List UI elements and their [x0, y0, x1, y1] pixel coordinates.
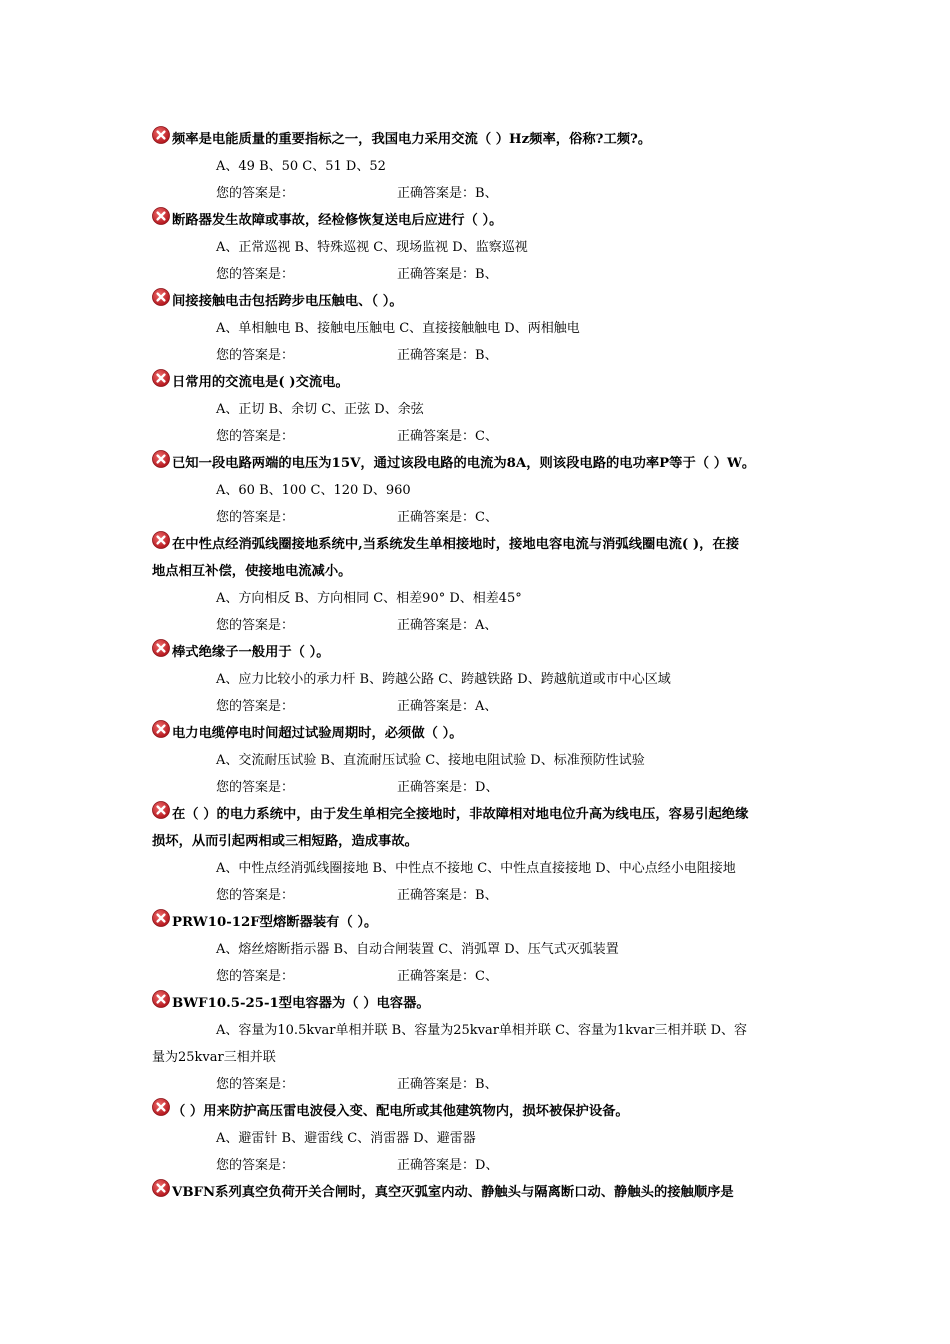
question-text: 已知一段电路两端的电压为15V，通过该段电路的电流为8A，则该段电路的电功率P等于（ ）W。	[172, 456, 756, 471]
question-text: 在中性点经消弧线圈接地系统中,当系统发生单相接地时，接地电容电流与消弧线圈电流( )，在接	[172, 537, 740, 552]
question-options: A、容量为10.5kvar单相并联 B、容量为25kvar单相并联 C、容量为1kvar三相并联 D、容	[216, 1023, 748, 1038]
question-item	[152, 126, 812, 153]
error-x-icon	[152, 288, 170, 306]
correct-answer-label: 正确答案是：	[397, 1158, 476, 1173]
your-answer-label: 您的答案是：	[216, 1158, 295, 1173]
your-answer-label: 您的答案是：	[216, 618, 295, 633]
correct-answer	[397, 180, 498, 207]
question-text: （ ）用来防护高压雷电波侵入变、配电所或其他建筑物内，损坏被保护设备。	[172, 1104, 629, 1119]
correct-answer-label: 正确答案是：	[397, 429, 476, 444]
answer-row	[152, 774, 812, 801]
question-item	[152, 1179, 812, 1206]
correct-answer-label: 正确答案是：	[397, 186, 476, 201]
correct-answer-value: B、	[475, 888, 498, 903]
answer-row	[152, 342, 812, 369]
answer-row	[152, 963, 812, 990]
correct-answer-value: B、	[475, 348, 498, 363]
correct-answer-label: 正确答案是：	[397, 699, 476, 714]
answer-row	[152, 612, 812, 639]
correct-answer-label: 正确答案是：	[397, 267, 476, 282]
question-options: A、交流耐压试验 B、直流耐压试验 C、接地电阻试验 D、标准预防性试验	[216, 753, 645, 768]
your-answer-label: 您的答案是：	[216, 186, 295, 201]
question-text: 棒式绝缘子一般用于（ ）。	[172, 645, 330, 660]
correct-answer	[397, 1152, 498, 1179]
question-text: BWF10.5-25-1型电容器为（ ）电容器。	[172, 996, 430, 1011]
your-answer-label: 您的答案是：	[216, 267, 295, 282]
error-x-icon	[152, 801, 170, 819]
question-options: A、熔丝熔断指示器 B、自动合闸装置 C、消弧罩 D、压气式灭弧装置	[216, 942, 619, 957]
question-options: A、正常巡视 B、特殊巡视 C、现场监视 D、监察巡视	[216, 240, 528, 255]
question-options: A、应力比较小的承力杆 B、跨越公路 C、跨越铁路 D、跨越航道或市中心区域	[216, 672, 671, 687]
question-options: A、单相触电 B、接触电压触电 C、直接接触触电 D、两相触电	[216, 321, 580, 336]
question-text: 电力电缆停电时间超过试验周期时，必须做（ ）。	[172, 726, 463, 741]
correct-answer-value: C、	[475, 969, 498, 984]
error-x-icon	[152, 639, 170, 657]
question-text-continued: 损坏，从而引起两相或三相短路，造成事故。	[152, 834, 418, 849]
correct-answer	[397, 774, 498, 801]
correct-answer-value: B、	[475, 267, 498, 282]
answer-row	[152, 693, 812, 720]
error-x-icon	[152, 1179, 170, 1197]
error-x-icon	[152, 720, 170, 738]
correct-answer	[397, 693, 497, 720]
correct-answer-label: 正确答案是：	[397, 969, 476, 984]
question-text: 日常用的交流电是( )交流电。	[172, 375, 349, 390]
answer-row	[152, 1152, 812, 1179]
error-x-icon	[152, 990, 170, 1008]
correct-answer-label: 正确答案是：	[397, 618, 476, 633]
question-options: A、方向相反 B、方向相同 C、相差90° D、相差45°	[216, 591, 522, 606]
question-options: A、中性点经消弧线圈接地 B、中性点不接地 C、中性点直接接地 D、中心点经小电阻接地	[216, 861, 736, 876]
question-text: VBFN系列真空负荷开关合闸时，真空灭弧室内动、静触头与隔离断口动、静触头的接触顺序是	[172, 1185, 734, 1200]
question-text: 间接接触电击包括跨步电压触电、（ ）。	[172, 294, 403, 309]
correct-answer-value: C、	[475, 429, 498, 444]
correct-answer	[397, 612, 497, 639]
correct-answer	[397, 882, 498, 909]
correct-answer-label: 正确答案是：	[397, 510, 476, 525]
answer-row	[152, 504, 812, 531]
correct-answer-value: B、	[475, 1077, 498, 1092]
error-x-icon	[152, 207, 170, 225]
question-item	[152, 207, 812, 234]
your-answer-label: 您的答案是：	[216, 888, 295, 903]
correct-answer	[397, 261, 498, 288]
correct-answer-value: D、	[475, 1158, 499, 1173]
error-x-icon	[152, 1098, 170, 1116]
answer-row	[152, 180, 812, 207]
correct-answer	[397, 963, 498, 990]
your-answer-label: 您的答案是：	[216, 510, 295, 525]
error-x-icon	[152, 126, 170, 144]
question-options-continued: 量为25kvar三相并联	[152, 1050, 276, 1065]
answer-row	[152, 882, 812, 909]
your-answer-label: 您的答案是：	[216, 429, 295, 444]
correct-answer-value: D、	[475, 780, 499, 795]
question-options: A、49 B、50 C、51 D、52	[216, 159, 386, 174]
correct-answer-value: A、	[475, 699, 498, 714]
question-item	[152, 1098, 812, 1125]
answer-row	[152, 261, 812, 288]
question-text: 断路器发生故障或事故，经检修恢复送电后应进行（ ）。	[172, 213, 503, 228]
your-answer-label: 您的答案是：	[216, 348, 295, 363]
question-item	[152, 801, 812, 855]
correct-answer-label: 正确答案是：	[397, 888, 476, 903]
correct-answer	[397, 1071, 498, 1098]
your-answer-label: 您的答案是：	[216, 969, 295, 984]
correct-answer-value: C、	[475, 510, 498, 525]
correct-answer	[397, 504, 498, 531]
question-item	[152, 720, 812, 747]
question-options: A、60 B、100 C、120 D、960	[216, 483, 411, 498]
question-options: A、避雷针 B、避雷线 C、消雷器 D、避雷器	[216, 1131, 476, 1146]
error-x-icon	[152, 450, 170, 468]
correct-answer-label: 正确答案是：	[397, 780, 476, 795]
question-text: 频率是电能质量的重要指标之一，我国电力采用交流（ ）Hz频率，俗称?工频?。	[172, 132, 652, 147]
question-item	[152, 531, 812, 585]
question-item	[152, 990, 812, 1017]
error-x-icon	[152, 909, 170, 927]
your-answer-label: 您的答案是：	[216, 699, 295, 714]
question-text: PRW10-12F型熔断器装有（ ）。	[172, 915, 378, 930]
question-options: A、正切 B、余切 C、正弦 D、余弦	[216, 402, 424, 417]
question-item	[152, 288, 812, 315]
error-x-icon	[152, 531, 170, 549]
question-item	[152, 369, 812, 396]
your-answer-label: 您的答案是：	[216, 780, 295, 795]
error-x-icon	[152, 369, 170, 387]
question-text: 在（ ）的电力系统中，由于发生单相完全接地时，非故障相对地电位升高为线电压，容易引起绝缘	[172, 807, 749, 822]
correct-answer-label: 正确答案是：	[397, 348, 476, 363]
correct-answer	[397, 342, 498, 369]
correct-answer-value: B、	[475, 186, 498, 201]
quiz-results	[152, 126, 812, 1206]
question-item	[152, 639, 812, 666]
your-answer-label: 您的答案是：	[216, 1077, 295, 1092]
correct-answer	[397, 423, 498, 450]
question-text-continued: 地点相互补偿，使接地电流减小。	[152, 564, 352, 579]
question-item	[152, 909, 812, 936]
answer-row	[152, 423, 812, 450]
correct-answer-value: A、	[475, 618, 498, 633]
correct-answer-label: 正确答案是：	[397, 1077, 476, 1092]
answer-row	[152, 1071, 812, 1098]
question-item	[152, 450, 812, 477]
